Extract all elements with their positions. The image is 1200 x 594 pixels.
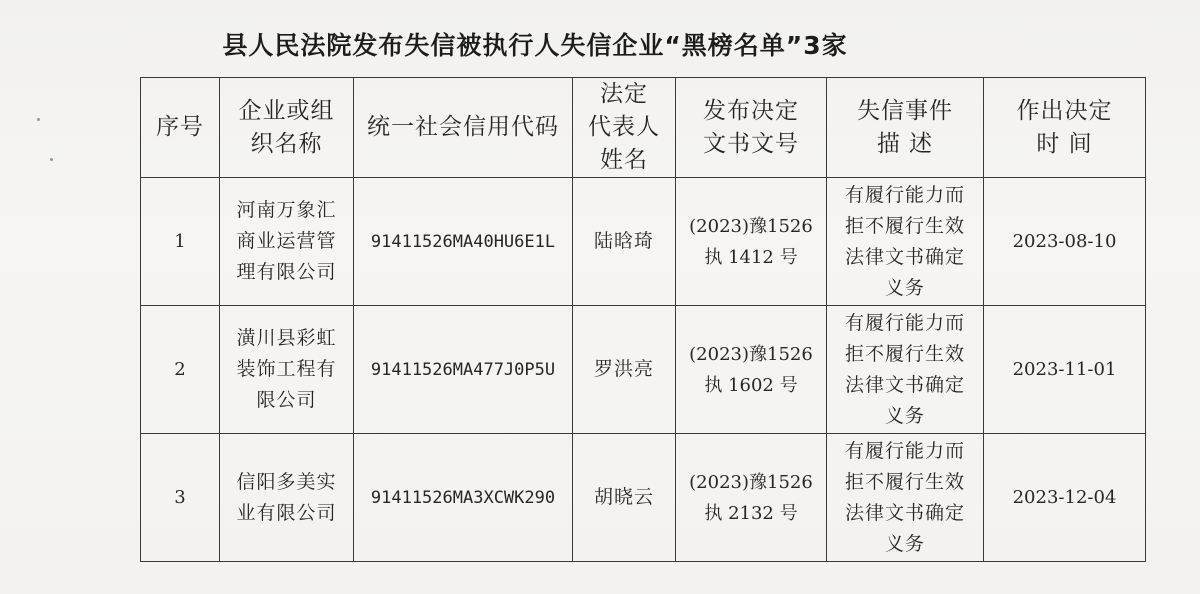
row-index: 3 [141, 434, 220, 562]
row-representative: 罗洪亮 [573, 306, 676, 434]
row-company-name: 信阳多美实 业有限公司 [220, 434, 354, 562]
row-description: 有履行能力而 拒不履行生效 法律文书确定 义务 [827, 306, 984, 434]
row-description: 有履行能力而 拒不履行生效 法律文书确定 义务 [827, 178, 984, 306]
row-doc-number: (2023)豫1526 执 1602 号 [676, 306, 827, 434]
row-representative: 陆晗琦 [573, 178, 676, 306]
row-credit-code: 91411526MA40HU6E1L [354, 178, 573, 306]
header-doc-number: 发布决定 文书文号 [676, 78, 827, 178]
row-description: 有履行能力而 拒不履行生效 法律文书确定 义务 [827, 434, 984, 562]
header-company-name: 企业或组 织名称 [220, 78, 354, 178]
table-row [141, 434, 1146, 562]
row-doc-number: (2023)豫1526 执 2132 号 [676, 434, 827, 562]
header-decision-date: 作出决定 时 间 [984, 78, 1146, 178]
header-row [141, 78, 1146, 178]
blacklist-table [140, 77, 1146, 562]
header-description: 失信事件 描 述 [827, 78, 984, 178]
header-credit-code: 统一社会信用代码 [354, 78, 573, 178]
row-index: 2 [141, 306, 220, 434]
scan-speck [50, 158, 53, 161]
row-decision-date: 2023-12-04 [984, 434, 1146, 562]
row-decision-date: 2023-11-01 [984, 306, 1146, 434]
table-row [141, 306, 1146, 434]
row-decision-date: 2023-08-10 [984, 178, 1146, 306]
header-index: 序号 [141, 78, 220, 178]
row-index: 1 [141, 178, 220, 306]
row-doc-number: (2023)豫1526 执 1412 号 [676, 178, 827, 306]
row-company-name: 河南万象汇 商业运营管 理有限公司 [220, 178, 354, 306]
scan-speck [37, 118, 40, 121]
row-credit-code: 91411526MA3XCWK290 [354, 434, 573, 562]
row-representative: 胡晓云 [573, 434, 676, 562]
row-company-name: 潢川县彩虹 装饰工程有 限公司 [220, 306, 354, 434]
document-title: 县人民法院发布失信被执行人失信企业“黑榜名单”3家 [222, 31, 848, 60]
table-header [141, 78, 1146, 178]
table-row [141, 178, 1146, 306]
header-representative: 法定 代表人 姓名 [573, 78, 676, 178]
row-credit-code: 91411526MA477J0P5U [354, 306, 573, 434]
